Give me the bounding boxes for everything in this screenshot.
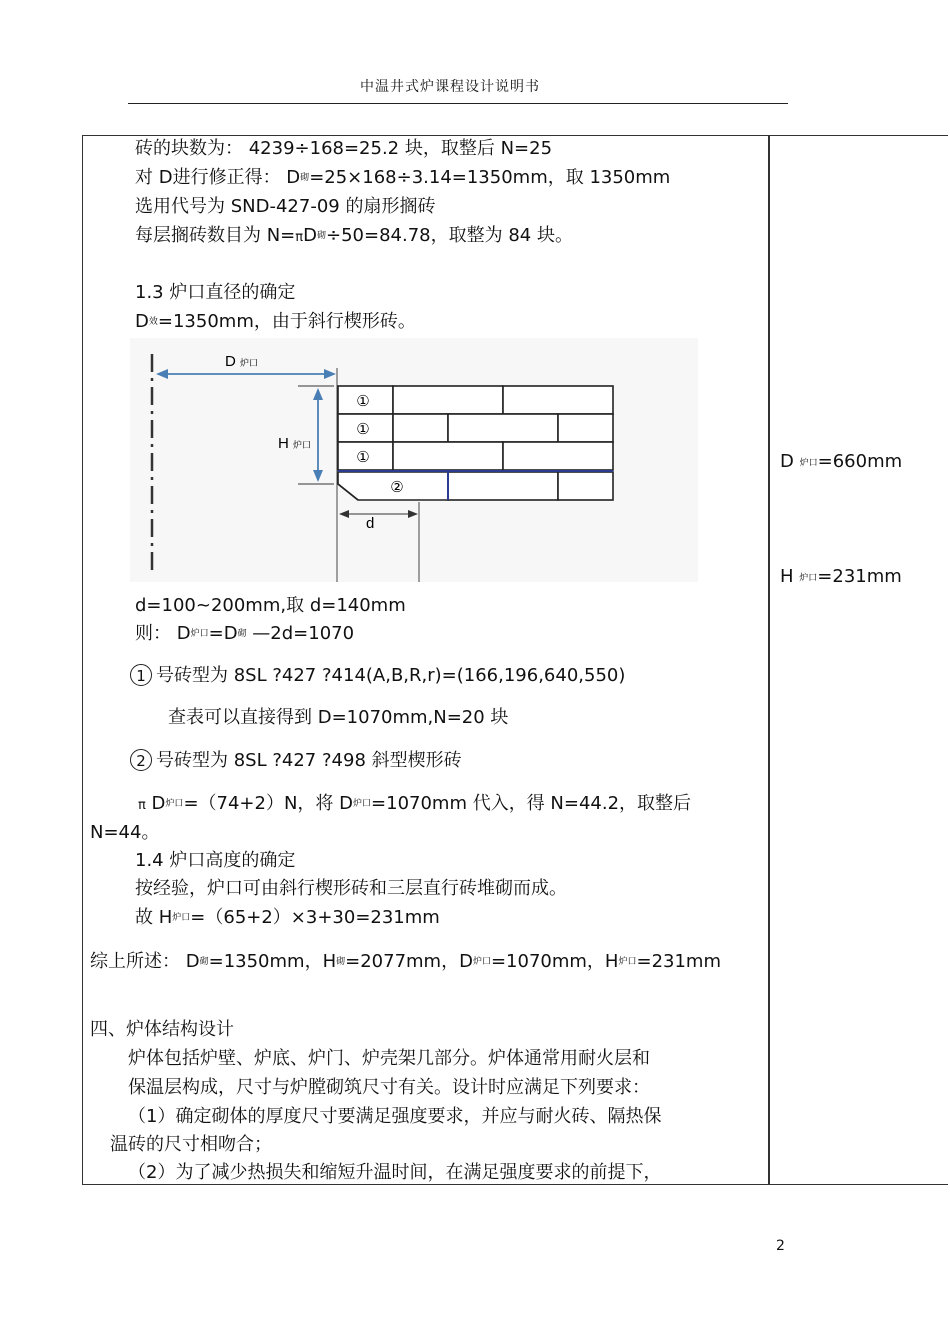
circled-number: 1: [130, 664, 152, 686]
d-furnace-sub: 炉口: [240, 359, 259, 369]
text: =1350mm，H: [208, 951, 337, 972]
subscript: 炉口: [618, 957, 637, 967]
text: ÷50=84.78，取整为 84 块。: [326, 225, 573, 246]
subscript: 砌: [300, 173, 310, 183]
brick-mark: ①: [356, 420, 370, 438]
subscript: 炉口: [472, 957, 491, 967]
text: =231mm: [817, 566, 902, 587]
subscript: 炉口: [190, 629, 209, 639]
brick-count-line: 砖的块数为： 4239÷168=25.2 块，取整后 N=25: [135, 138, 553, 159]
brick-code-line: 选用代号为 SND-427-09 的扇形搁砖: [135, 196, 436, 217]
text: 故 H: [135, 907, 173, 928]
d-choice-line: d=100~200mm,取 d=140mm: [135, 595, 406, 616]
paragraph-line: （2）为了减少热损失和缩短升温时间，在满足强度要求的前提下，: [128, 1162, 662, 1183]
d-effective-line: [135, 310, 416, 334]
h-furnace-label: H: [278, 435, 289, 452]
furnace-mouth-diagram: [130, 338, 698, 582]
n-formula-line: [138, 792, 691, 818]
brick-mark: ②: [390, 478, 404, 496]
side-h-furnace: [780, 566, 902, 587]
text: =（65+2）×3+30=231mm: [190, 907, 440, 928]
h-furnace-sub: 炉口: [293, 441, 312, 451]
n-result-line: N=44。: [90, 822, 160, 843]
summary-line: [90, 950, 721, 974]
text: =（74+2）N，将 D: [183, 793, 354, 814]
paragraph-line: （1）确定砌体的厚度尺寸要满足强度要求，并应与耐火砖、隔热保: [128, 1106, 662, 1127]
text: D: [303, 225, 317, 246]
text: 号砖型为 8SL ?427 ?414(A,B,R,r)=(166,196,640,550): [156, 665, 626, 686]
text: 则： D: [135, 623, 191, 644]
side-d-furnace: [780, 451, 902, 472]
section-1-3-heading: 1.3 炉口直径的确定: [135, 282, 296, 303]
text: =1070mm，H: [490, 951, 619, 972]
subscript: 炉口: [165, 799, 184, 809]
column-divider: [768, 135, 770, 1185]
text: —2d=1070: [246, 623, 355, 644]
text: D: [145, 793, 166, 814]
text: =1350mm，由于斜行楔形砖。: [157, 311, 416, 332]
d-correction-line: [135, 166, 670, 190]
subscript: 炉口: [353, 799, 372, 809]
subscript: 效: [148, 317, 158, 327]
paragraph-line: 炉体包括炉壁、炉底、炉门、炉壳架几部分。炉体通常用耐火层和: [128, 1048, 650, 1069]
h-furnace-formula: [135, 906, 440, 930]
brick-wall: [338, 386, 613, 500]
text: =231mm: [636, 951, 721, 972]
page-header-title: 中温井式炉课程设计说明书: [360, 79, 540, 95]
subscript: 炉口: [799, 573, 818, 584]
text: =2077mm，D: [345, 951, 473, 972]
lookup-line: 查表可以直接得到 D=1070mm,N=20 块: [168, 707, 509, 728]
d-label: d: [366, 515, 375, 532]
page-number: 2: [776, 1238, 785, 1254]
paragraph-line: 温砖的尺寸相吻合；: [110, 1134, 272, 1155]
brick-mark: ①: [356, 392, 370, 410]
section-1-4-heading: 1.4 炉口高度的确定: [135, 850, 296, 871]
d-furnace-label: D: [225, 353, 236, 370]
text: D: [135, 311, 149, 332]
d-furnace-formula: [135, 622, 354, 646]
text: D: [780, 451, 794, 472]
text: =660mm: [817, 451, 903, 472]
text: =25×168÷3.14=1350mm，取 1350mm: [309, 167, 671, 188]
section-4-heading: 四、炉体结构设计: [90, 1019, 234, 1040]
subscript: 炉口: [799, 458, 818, 469]
text: =D: [208, 623, 238, 644]
layer-count-line: [135, 224, 573, 250]
text: 综上所述： D: [90, 951, 200, 972]
subscript: 砌: [336, 957, 346, 967]
subscript: 砌: [199, 957, 209, 967]
text: =1070mm 代入，得 N=44.2，取整后: [371, 793, 692, 814]
text: 每层搁砖数目为 N=: [135, 225, 296, 246]
experience-line: 按经验，炉口可由斜行楔形砖和三层直行砖堆砌而成。: [135, 878, 567, 899]
circled-number: 2: [130, 749, 152, 771]
subscript: 砌: [237, 629, 247, 639]
text: 对 D进行修正得： D: [135, 167, 301, 188]
subscript: 砌: [316, 231, 326, 241]
header-rule: [128, 103, 788, 104]
brick-type-2-line: [130, 749, 462, 773]
text: 号砖型为 8SL ?427 ?498 斜型楔形砖: [156, 750, 462, 771]
text: H: [780, 566, 794, 587]
brick-mark: ①: [356, 448, 370, 466]
brick-type-1-line: [130, 664, 625, 688]
subscript: 炉口: [172, 913, 191, 923]
pi-symbol: π: [138, 798, 146, 813]
paragraph-line: 保温层构成，尺寸与炉膛砌筑尺寸有关。设计时应满足下列要求：: [128, 1077, 650, 1098]
pi-symbol: π: [295, 230, 304, 245]
